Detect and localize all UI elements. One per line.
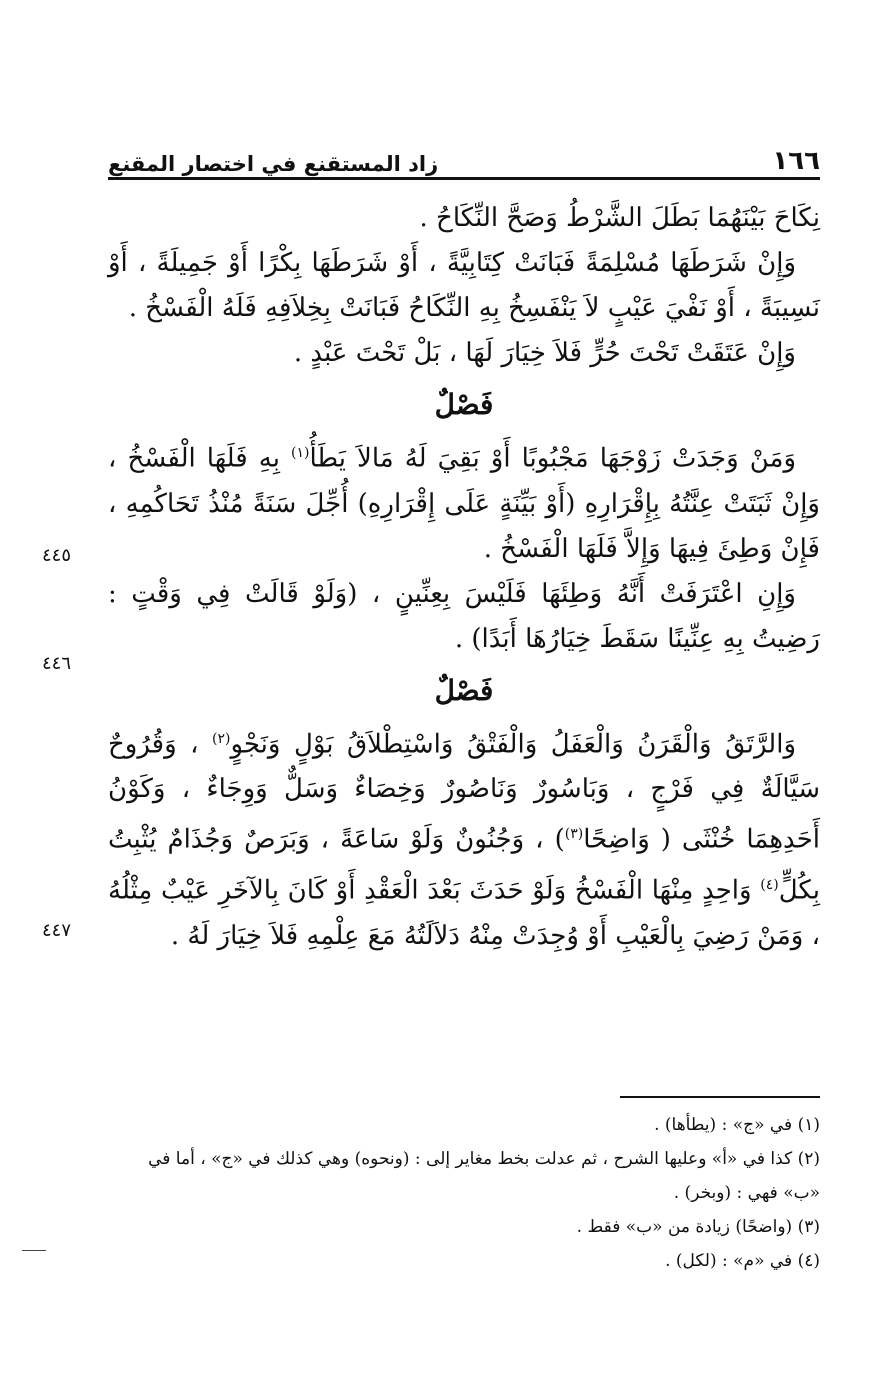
footnote-2: (٢) كذا في «أ» وعليها الشرح ، ثم عدلت بخط مغاير إلى : (ونحوه) وهي كذلك في «ج» ، أما في «ب» فهي : (وبخر) . [148,1149,820,1203]
paragraph-6-text-a: وَالرَّتَقُ وَالْقَرَنُ وَالْعَفَلُ وَالْفَتْقُ وَاسْتِطْلاَقُ بَوْلٍ وَنَجْوٍ [230,729,796,760]
main-text [108,196,820,959]
paragraph-2: وَإِنْ شَرَطَهَا مُسْلِمَةً فَبَانَتْ كِتَابِيَّةً ، أَوْ شَرَطَهَا بِكْرًا أَوْ جَمِيلَةً ، أَوْ نَسِيبَةً ، أَوْ نَفْيَ عَيْبٍ لاَ يَنْفَسِخُ بِهِ النِّكَاحُ فَبَانَتْ بِخِلاَفِهِ فَلَهُ الْفَسْخُ . [108,248,820,323]
footnotes [108,1108,820,1278]
margin-number: ٤٤٥ [42,545,72,566]
paragraph-4-text-a: وَمَنْ وَجَدَتْ زَوْجَهَا مَجْبُوبًا أَوْ بَقِيَ لَهُ مَالاَ يَطَأُ [309,443,797,474]
section-heading: فَصْلٌ [434,673,494,707]
paragraph-6-text-c: ) ، وَجُنُونٌ وَلَوْ سَاعَةً ، وَبَرَصٌ وَجُذَامٌ يُثْبِتُ بِكُلٍّ [108,824,820,906]
footnote-ref-4: (٤) [760,876,779,893]
footnote-4: (٤) في «م» : (لكل) . [665,1251,820,1271]
margin-number: ٤٤٧ [42,920,72,941]
page-header [108,140,820,176]
section-heading: فَصْلٌ [434,388,494,421]
paragraph-6-text-b: ، وَقُرُوحٌ سَيَّالَةٌ فِي فَرْجٍ ، وَبَاسُورٌ وَنَاصُورٌ وَخِصَاءٌ وَسَلٌّ وَوِجَاءٌ ، وَكَوْنُ أَحَدِهِمَا خُنْثَى ( وَاضِحًا [108,729,820,855]
paragraph-6-text-d: وَاحِدٍ مِنْهَا الْفَسْخُ وَلَوْ حَدَثَ بَعْدَ الْعَقْدِ أَوْ كَانَ بِالآخَرِ عَيْبٌ مِثْلُهُ ، وَمَنْ رَضِيَ بِالْعَيْبِ أَوْ وُجِدَتْ مِنْهُ دَلاَلَتُهُ مَعَ عِلْمِهِ فَلاَ خِيَارَ لَهُ . [108,875,820,951]
paragraph-6 [108,717,820,959]
paragraph-1: نِكَاحَ بَيْنَهُمَا بَطَلَ الشَّرْطُ وَصَحَّ النِّكَاحُ . [419,203,820,233]
footnote-1: (١) في «ج» : (يطأها) . [654,1115,820,1135]
paragraph-3: وَإِنْ عَتَقَتْ تَحْتَ حُرٍّ فَلاَ خِيَارَ لَهَا ، بَلْ تَحْتَ عَبْدٍ . [293,338,796,368]
footnote-rule [620,1096,820,1098]
footnote-ref-1: (١) [291,445,310,461]
header-rule [108,177,820,180]
footnote-3: (٣) (واضحًا) زيادة من «ب» فقط . [576,1217,820,1237]
margin-number: ٤٤٦ [42,653,72,674]
page-number: ١٦٦ [772,146,820,176]
footnote-ref-3: (٣) [564,826,584,843]
paragraph-4-text-b: بِهِ فَلَهَا الْفَسْخُ ، وَإِنْ ثَبَتَتْ عِنَّتُهُ بِإِقْرَارِهِ (أَوْ بَيِّنَةٍ عَلَى إِقْرَارِهِ) أُجِّلَ سَنَةً مُنْذُ تَحَاكُمِهِ ، فَإِنْ وَطِئَ فِيهَا وَإِلاَّ فَلَهَا الْفَسْخُ . [108,443,820,564]
paragraph-4 [108,431,820,572]
paragraph-5: وَإِنِ اعْتَرَفَتْ أَنَّهُ وَطِئَهَا فَلَيْسَ بِعِنِّينٍ ، (وَلَوْ قَالَتْ فِي وَقْتٍ : رَضِيتُ بِهِ عِنِّينًا سَقَطَ خِيَارُهَا أَبَدًا) . [108,578,820,654]
footnote-ref-2: (٢) [212,730,231,747]
margin-dash [22,1250,46,1251]
book-title: زاد المستقنع في اختصار المقنع [108,152,439,176]
